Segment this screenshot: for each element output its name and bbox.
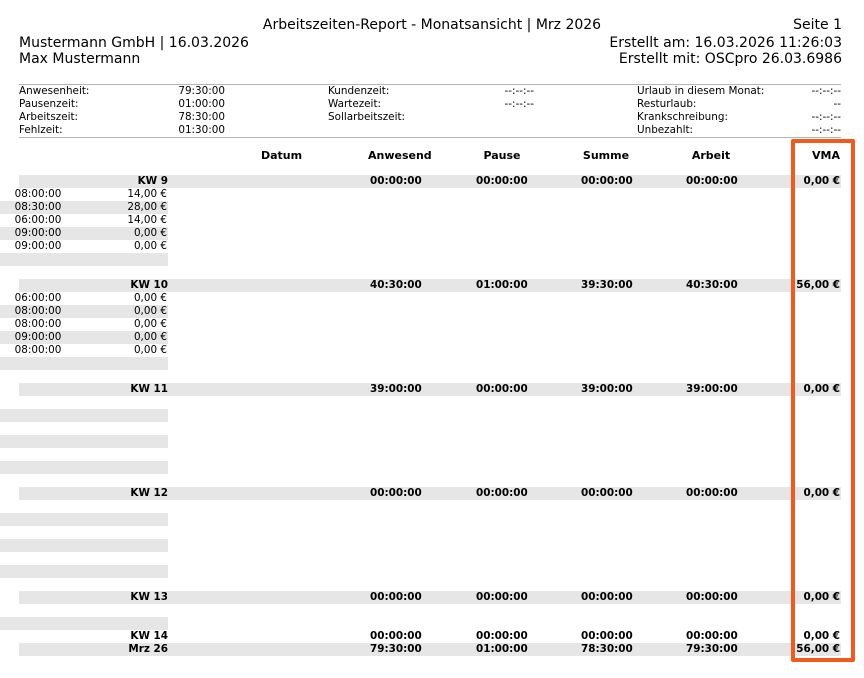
cell-arbeit: 08:00:00	[14, 305, 62, 317]
table-row	[0, 292, 168, 305]
summary-value: 78:30:00	[178, 111, 225, 123]
column-header-anwesend: Anwesend	[368, 149, 432, 162]
table-row	[0, 162, 168, 175]
table-row	[0, 331, 168, 344]
cell-vma: 0,00 €	[133, 305, 167, 317]
week-summary-row	[19, 279, 841, 292]
cell-weekday: KW 12	[130, 487, 168, 499]
table-row	[0, 565, 168, 578]
summary-label: Fehlzeit:	[19, 124, 63, 136]
cell-weekday: KW 10	[130, 279, 168, 291]
cell-summe: 00:00:00	[581, 175, 633, 187]
summary-row-col3	[19, 111, 841, 124]
table-row	[0, 578, 168, 591]
cell-pause: 00:00:00	[476, 175, 528, 187]
cell-arbeit: 09:00:00	[14, 227, 62, 239]
table-row	[0, 253, 168, 266]
cell-arbeit: 00:00:00	[686, 591, 738, 603]
table-row	[0, 214, 168, 227]
cell-vma: 28,00 €	[127, 201, 167, 213]
summary-value: 79:30:00	[178, 85, 225, 97]
cell-arbeit: 40:30:00	[686, 279, 738, 291]
table-row	[0, 266, 168, 279]
table-row	[0, 240, 168, 253]
cell-pause: 00:00:00	[476, 630, 528, 642]
table-row	[0, 513, 168, 526]
table-row	[0, 500, 168, 513]
table-row	[0, 201, 168, 214]
table-row	[0, 188, 168, 201]
summary-value: 01:00:00	[178, 98, 225, 110]
cell-anwesend: 00:00:00	[370, 175, 422, 187]
employee-name: Max Mustermann	[19, 51, 141, 67]
company-line: Mustermann GmbH | 16.03.2026	[19, 35, 249, 51]
week-summary-row	[19, 487, 841, 500]
table-row	[0, 552, 168, 565]
table-row	[0, 604, 168, 617]
cell-anwesend: 00:00:00	[370, 487, 422, 499]
report-title: Arbeitszeiten-Report - Monatsansicht | Mrz 2026	[262, 17, 602, 33]
cell-weekday: KW 9	[137, 175, 168, 187]
cell-arbeit: 39:00:00	[686, 383, 738, 395]
column-header-pause: Pause	[483, 149, 521, 162]
cell-vma: 0,00 €	[803, 630, 840, 642]
cell-arbeit: 06:00:00	[14, 214, 62, 226]
week-summary-row	[19, 630, 841, 643]
summary-row-col3	[19, 85, 841, 98]
table-row	[0, 370, 168, 383]
column-header-vma: VMA	[812, 149, 840, 162]
summary-value: --:--:--	[811, 124, 841, 136]
summary-value: --:--:--	[811, 111, 841, 123]
cell-vma: 14,00 €	[127, 214, 167, 226]
cell-pause: 00:00:00	[476, 487, 528, 499]
column-header-summe: Summe	[582, 149, 630, 162]
cell-vma: 0,00 €	[803, 591, 840, 603]
summary-value: --:--:--	[504, 85, 534, 97]
cell-arbeit: 09:00:00	[14, 240, 62, 252]
cell-vma: 0,00 €	[133, 240, 167, 252]
summary-value: 01:30:00	[178, 124, 225, 136]
cell-arbeit: 09:00:00	[14, 331, 62, 343]
created-with: Erstellt mit: OSCpro 26.03.6986	[618, 51, 842, 67]
cell-pause: 01:00:00	[476, 643, 528, 655]
cell-arbeit: 06:00:00	[14, 292, 62, 304]
page-number: Seite 1	[793, 17, 842, 33]
cell-anwesend: 00:00:00	[370, 591, 422, 603]
cell-summe: 00:00:00	[581, 630, 633, 642]
week-summary-row	[19, 591, 841, 604]
table-row	[0, 448, 168, 461]
table-row	[0, 474, 168, 487]
cell-weekday: KW 13	[130, 591, 168, 603]
cell-vma: 0,00 €	[133, 344, 167, 356]
cell-summe: 00:00:00	[581, 591, 633, 603]
summary-value: --:--:--	[504, 98, 534, 110]
cell-summe: 39:30:00	[581, 279, 633, 291]
summary-row-col3	[19, 98, 841, 111]
cell-anwesend: 39:00:00	[370, 383, 422, 395]
summary-label: Unbezahlt:	[637, 124, 694, 136]
summary-label: Urlaub in diesem Monat:	[637, 85, 765, 97]
month-total-row	[19, 643, 841, 656]
table-row	[0, 227, 168, 240]
cell-arbeit: 00:00:00	[686, 630, 738, 642]
cell-vma: 0,00 €	[803, 175, 840, 187]
cell-vma: 0,00 €	[133, 292, 167, 304]
cell-weekday: Mrz 26	[128, 643, 168, 655]
cell-arbeit: 00:00:00	[686, 175, 738, 187]
created-at: Erstellt am: 16.03.2026 11:26:03	[609, 35, 842, 51]
cell-summe: 78:30:00	[581, 643, 633, 655]
cell-vma: 56,00 €	[796, 643, 840, 655]
summary-label: Kundenzeit:	[328, 85, 390, 97]
summary-label: Krankschreibung:	[637, 111, 728, 123]
summary-label: Anwesenheit:	[19, 85, 90, 97]
cell-arbeit: 79:30:00	[686, 643, 738, 655]
table-row	[0, 409, 168, 422]
cell-anwesend: 40:30:00	[370, 279, 422, 291]
cell-pause: 01:00:00	[476, 279, 528, 291]
cell-vma: 0,00 €	[133, 318, 167, 330]
summary-label: Wartezeit:	[328, 98, 382, 110]
table-row	[0, 305, 168, 318]
summary-value: --:--:--	[811, 85, 841, 97]
summary-row-col3	[19, 124, 841, 137]
cell-arbeit: 08:00:00	[14, 318, 62, 330]
cell-weekday: KW 14	[130, 630, 168, 642]
table-header-row	[19, 149, 841, 162]
table-row	[0, 435, 168, 448]
table-row	[0, 344, 168, 357]
week-summary-row	[19, 175, 841, 188]
cell-summe: 39:00:00	[581, 383, 633, 395]
cell-pause: 00:00:00	[476, 383, 528, 395]
week-summary-row	[19, 383, 841, 396]
cell-anwesend: 00:00:00	[370, 630, 422, 642]
column-header-arbeit: Arbeit	[691, 149, 731, 162]
table-row	[0, 526, 168, 539]
time-table	[14, 149, 841, 656]
cell-vma: 0,00 €	[133, 331, 167, 343]
table-row	[0, 461, 168, 474]
cell-vma: 0,00 €	[803, 383, 840, 395]
table-row	[0, 318, 168, 331]
cell-arbeit: 08:30:00	[14, 201, 62, 213]
summary-label: Arbeitszeit:	[19, 111, 79, 123]
summary-value: --	[833, 98, 841, 110]
cell-vma: 0,00 €	[803, 487, 840, 499]
cell-vma: 56,00 €	[796, 279, 840, 291]
summary-label: Sollarbeitszeit:	[328, 111, 406, 123]
table-row	[0, 539, 168, 552]
cell-arbeit: 00:00:00	[686, 487, 738, 499]
cell-arbeit: 08:00:00	[14, 344, 62, 356]
cell-vma: 0,00 €	[133, 227, 167, 239]
table-row	[0, 357, 168, 370]
cell-pause: 00:00:00	[476, 591, 528, 603]
cell-vma: 14,00 €	[127, 188, 167, 200]
cell-weekday: KW 11	[130, 383, 168, 395]
summary-label: Resturlaub:	[637, 98, 697, 110]
table-row	[0, 396, 168, 409]
column-header-date: Datum	[261, 149, 303, 162]
table-row	[0, 617, 168, 630]
cell-summe: 00:00:00	[581, 487, 633, 499]
table-row	[0, 422, 168, 435]
cell-arbeit: 08:00:00	[14, 188, 62, 200]
cell-anwesend: 79:30:00	[370, 643, 422, 655]
summary-label: Pausenzeit:	[19, 98, 79, 110]
summary-block	[19, 84, 841, 138]
